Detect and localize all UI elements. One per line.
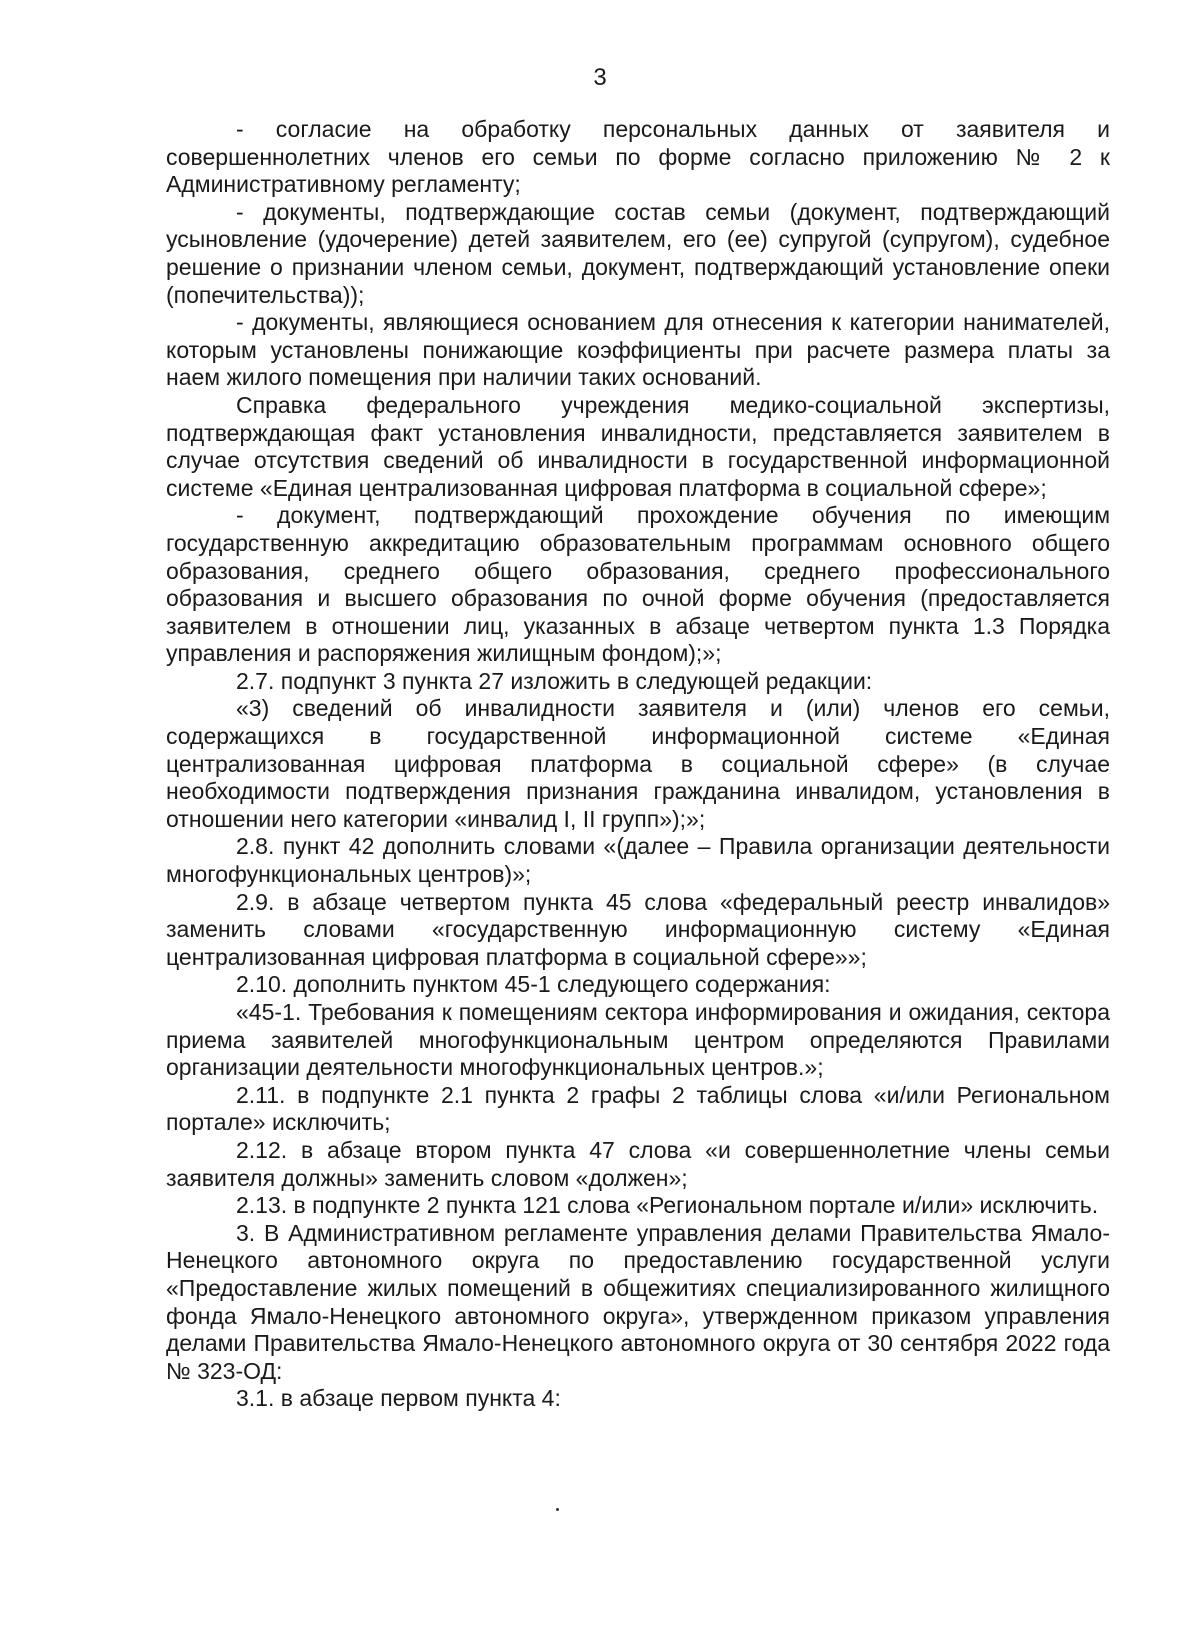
paragraph: 2.9. в абзаце четвертом пункта 45 слова «федеральный реестр инвалидов» заменить словами «государственную информационную систему «Единая централизованная цифровая платформа в социальной сфере»»; [166,888,1110,970]
paragraph: 3. В Административном регламенте управления делами Правительства Ямало-Ненецкого автономного округа по предоставлению государственной услуги «Предоставление жилых помещений в общежитиях специализированного жилищного фонда Ямало-Ненецкого автономного округа», утвержденном приказом управления делами Правительства Ямало-Ненецкого автономного округа от 30 сентября 2022 года № 323-ОД: [166,1219,1110,1384]
document-body [166,116,1110,1413]
page-number: 3 [593,64,607,91]
paragraph: «45-1. Требования к помещениям сектора информирования и ожидания, сектора приема заявителей многофункциональным центром определяются Правилами организации деятельности многофункциональных центров.»; [166,999,1110,1081]
paragraph: 2.10. дополнить пунктом 45-1 следующего содержания: [236,971,831,998]
paragraph: 2.13. в подпункте 2 пункта 121 слова «Региональном портале и/или» исключить. [236,1192,1099,1219]
paragraph: 2.11. в подпункте 2.1 пункта 2 графы 2 таблицы слова «и/или Региональном портале» исключить; [166,1081,1110,1136]
paragraph: 3.1. в абзаце первом пункта 4: [236,1385,561,1412]
paragraph: - согласие на обработку персональных данных от заявителя и совершеннолетних членов его семьи по форме согласно приложению № 2 к Административному регламенту; [166,116,1110,198]
paragraph: - документы, являющиеся основанием для отнесения к категории нанимателей, которым установлены понижающие коэффициенты при расчете размера платы за наем жилого помещения при наличии таких оснований. [166,309,1110,391]
paragraph: 2.12. в абзаце втором пункта 47 слова «и совершеннолетние члены семьи заявителя должны» заменить словом «должен»; [166,1136,1110,1191]
paragraph: «3) сведений об инвалидности заявителя и (или) членов его семьи, содержащихся в государственной информационной системе «Единая централизованная цифровая платформа в социальной сфере» (в случае необходимости подтверждения признания гражданина инвалидом, установления в отношении него категории «инвалид I, II групп»);»; [166,695,1110,832]
paragraph: - документ, подтверждающий прохождение обучения по имеющим государственную аккредитацию образовательным программам основного общего образования, среднего общего образования, среднего профессионального образования и высшего образования по очной форме обучения (предоставляется заявителем в отношении лиц, указанных в абзаце четвертом пункта 1.3 Порядка управления и распоряжения жилищным фондом);»; [166,502,1110,667]
paragraph: 2.7. подпункт 3 пункта 27 изложить в следующей редакции: [236,667,873,694]
scan-speck [556,1508,559,1511]
paragraph: - документы, подтверждающие состав семьи (документ, подтверждающий усыновление (удочерение) детей заявителем, его (ее) супругой (супругом), судебное решение о признании членом семьи, документ, подтверждающий установление опеки (попечительства)); [166,198,1110,308]
paragraph: 2.8. пункт 42 дополнить словами «(далее – Правила организации деятельности многофункциональных центров)»; [166,833,1110,888]
paragraph: Справка федерального учреждения медико-социальной экспертизы, подтверждающая факт установления инвалидности, представляется заявителем в случае отсутствия сведений об инвалидности в государственной информационной системе «Единая централизованная цифровая платформа в социальной сфере»; [166,391,1110,501]
